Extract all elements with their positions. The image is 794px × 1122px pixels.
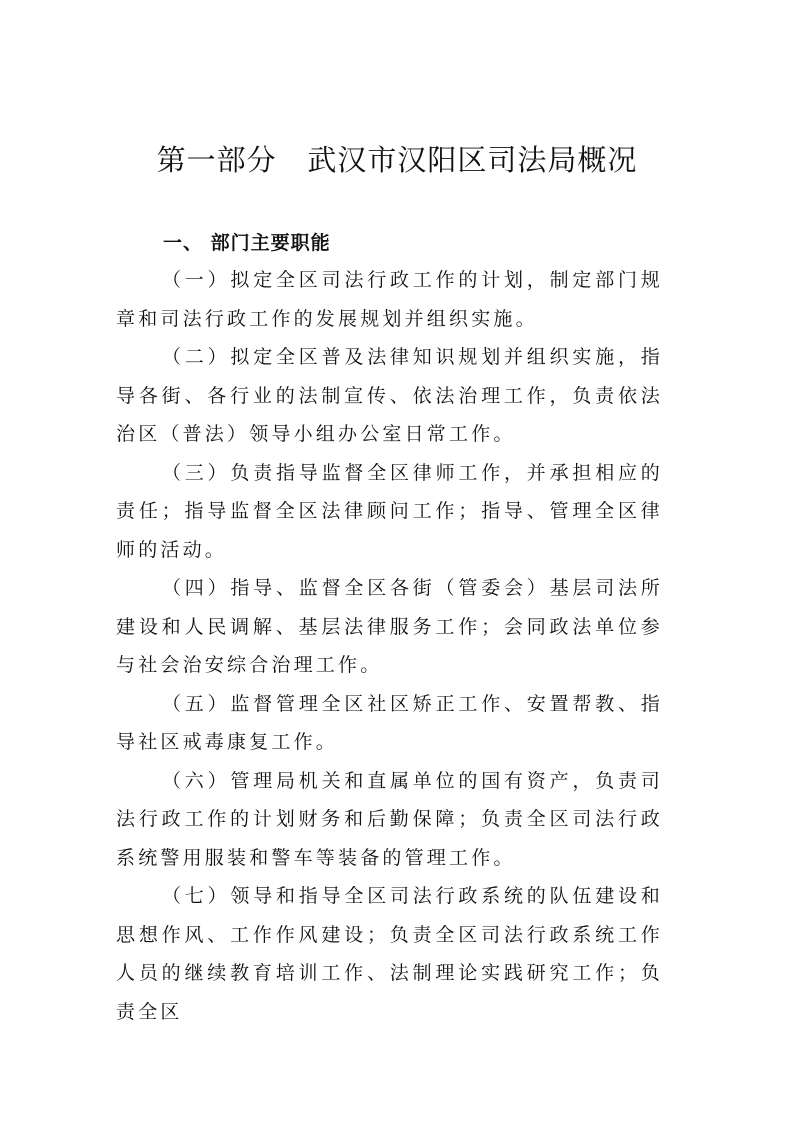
paragraph-item-6: （六）管理局机关和直属单位的国有资产，负责司法行政工作的计划财务和后勤保障；负责全区司法行政系统警用服装和警车等装备的管理工作。 (116, 769, 663, 869)
paragraph-item-2: （二）拟定全区普及法律知识规划并组织实施，指导各街、各行业的法制宣传、依法治理工作，负责依法治区（普法）领导小组办公室日常工作。 (116, 346, 663, 445)
paragraph-item-4: （四）指导、监督全区各街（管委会）基层司法所建设和人民调解、基层法律服务工作；会同政法单位参与社会治安综合治理工作。 (116, 577, 663, 676)
page-title: 第一部分 武汉市汉阳区司法局概况 (156, 143, 638, 177)
section-heading: 一、 部门主要职能 (163, 232, 331, 254)
paragraph-item-5: （五）监督管理全区社区矫正工作、安置帮教、指导社区戒毒康复工作。 (116, 692, 663, 753)
section-body (116, 261, 663, 1031)
paragraph-item-7: （七）领导和指导全区司法行政系统的队伍建设和思想作风、工作作风建设；负责全区司法行政系统工作人员的继续教育培训工作、法制理论实践研究工作；负责全区 (116, 885, 663, 1023)
paragraph-item-1: （一）拟定全区司法行政工作的计划，制定部门规章和司法行政工作的发展规划并组织实施。 (116, 269, 663, 330)
paragraph-item-3: （三）负责指导监督全区律师工作，并承担相应的责任；指导监督全区法律顾问工作；指导、管理全区律师的活动。 (116, 461, 663, 561)
